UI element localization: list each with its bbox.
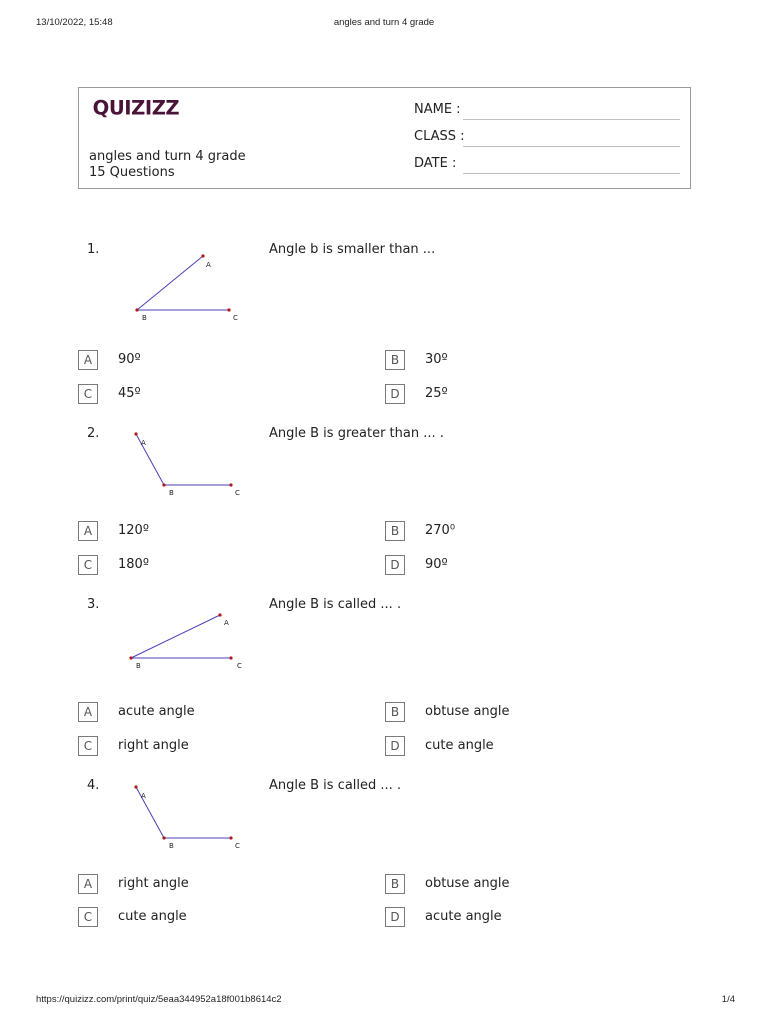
date-label: DATE :	[414, 156, 457, 171]
label-a: A	[141, 439, 146, 447]
name-field[interactable]	[463, 119, 680, 120]
option-c-text[interactable]: cute angle	[118, 909, 187, 924]
point-b	[162, 836, 165, 839]
point-b	[135, 308, 138, 311]
option-c-box[interactable]: C	[78, 736, 98, 756]
label-b: B	[169, 489, 174, 497]
page-number: 1/4	[721, 994, 735, 1005]
label-c: C	[233, 314, 238, 322]
option-a-box[interactable]: A	[78, 874, 98, 894]
option-d-text[interactable]: cute angle	[425, 738, 494, 753]
option-c-text[interactable]: 45º	[118, 386, 141, 401]
ray-ba	[137, 256, 203, 310]
ray-ba	[131, 615, 220, 658]
option-d-text[interactable]: 25º	[425, 386, 448, 401]
option-b-text[interactable]: obtuse angle	[425, 704, 510, 719]
option-d-text[interactable]: 90º	[425, 557, 448, 572]
question-number: 3.	[87, 597, 100, 612]
question-number: 4.	[87, 778, 100, 793]
option-b-box[interactable]: B	[385, 874, 405, 894]
question-text: Angle B is called ... .	[269, 597, 402, 612]
point-a	[201, 254, 204, 257]
label-c: C	[237, 662, 242, 670]
option-d-box[interactable]: D	[385, 736, 405, 756]
class-label: CLASS :	[414, 129, 465, 144]
option-d-text[interactable]: acute angle	[425, 909, 502, 924]
option-c-box[interactable]: C	[78, 907, 98, 927]
option-a-text[interactable]: acute angle	[118, 704, 195, 719]
point-c	[227, 308, 230, 311]
point-b	[162, 483, 165, 486]
point-b	[129, 656, 132, 659]
option-b-text[interactable]: obtuse angle	[425, 876, 510, 891]
option-c-text[interactable]: 180º	[118, 557, 149, 572]
option-c-box[interactable]: C	[78, 555, 98, 575]
option-b-box[interactable]: B	[385, 702, 405, 722]
option-b-text[interactable]: 270⁰	[425, 523, 456, 538]
point-a	[134, 785, 137, 788]
label-b: B	[142, 314, 147, 322]
print-footer	[0, 994, 768, 1008]
print-url[interactable]: https://quizizz.com/print/quiz/5eaa344952a18f001b8614c2	[36, 994, 282, 1005]
question-text: Angle B is called ... .	[269, 778, 402, 793]
option-b-box[interactable]: B	[385, 350, 405, 370]
option-d-box[interactable]: D	[385, 555, 405, 575]
label-b: B	[169, 842, 174, 850]
option-b-text[interactable]: 30º	[425, 352, 448, 367]
angle-figure-4	[125, 781, 255, 853]
angle-figure-2	[125, 428, 255, 500]
quizizz-logo	[90, 93, 180, 121]
worksheet-title: angles and turn 4 grade	[89, 149, 246, 164]
option-a-box[interactable]: A	[78, 350, 98, 370]
label-c: C	[235, 842, 240, 850]
option-a-text[interactable]: 120º	[118, 523, 149, 538]
logo-text: QUIZIZZ	[92, 96, 180, 120]
angle-figure-3	[125, 606, 255, 676]
angle-figure-1	[125, 248, 255, 328]
print-title: angles and turn 4 grade	[333, 17, 435, 28]
label-a: A	[141, 792, 146, 800]
class-field[interactable]	[463, 146, 680, 147]
point-c	[229, 656, 232, 659]
point-a	[134, 432, 137, 435]
point-c	[229, 836, 232, 839]
label-a: A	[224, 619, 229, 627]
question-count: 15 Questions	[89, 165, 175, 180]
option-a-text[interactable]: right angle	[118, 876, 189, 891]
point-a	[218, 613, 221, 616]
option-a-box[interactable]: A	[78, 521, 98, 541]
option-d-box[interactable]: D	[385, 907, 405, 927]
option-d-box[interactable]: D	[385, 384, 405, 404]
question-text: Angle B is greater than ... .	[269, 426, 444, 441]
point-c	[229, 483, 232, 486]
option-c-box[interactable]: C	[78, 384, 98, 404]
name-label: NAME :	[414, 102, 461, 117]
print-datetime: 13/10/2022, 15:48	[36, 17, 113, 28]
worksheet-header	[78, 87, 691, 189]
label-c: C	[235, 489, 240, 497]
option-a-text[interactable]: 90º	[118, 352, 141, 367]
print-header	[0, 17, 768, 31]
option-a-box[interactable]: A	[78, 702, 98, 722]
label-a: A	[206, 261, 211, 269]
question-number: 1.	[87, 242, 100, 257]
question-text: Angle b is smaller than ...	[269, 242, 436, 257]
option-b-box[interactable]: B	[385, 521, 405, 541]
option-c-text[interactable]: right angle	[118, 738, 189, 753]
label-b: B	[136, 662, 141, 670]
date-field[interactable]	[463, 173, 680, 174]
question-number: 2.	[87, 426, 100, 441]
